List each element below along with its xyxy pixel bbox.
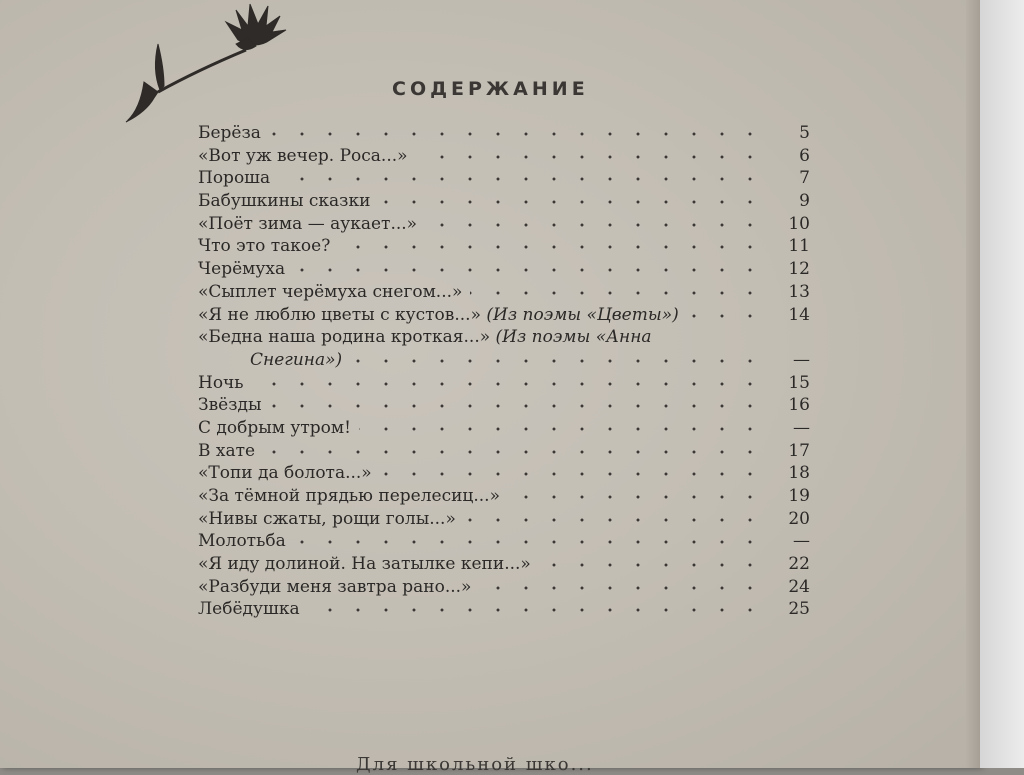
page-edge <box>966 0 980 768</box>
toc-page-number: 15 <box>788 372 810 393</box>
dot-leader <box>350 359 764 363</box>
toc-title <box>198 530 286 553</box>
dot-leader <box>359 427 764 431</box>
toc-page-number: — <box>793 349 810 370</box>
dot-leader <box>416 155 764 159</box>
toc-title-text: С добрым утром! <box>198 417 351 438</box>
toc-title-text: «Сыплет черёмуха снегом...» <box>198 281 463 302</box>
toc-row <box>198 417 810 440</box>
dot-leader <box>479 586 764 590</box>
toc-row <box>198 485 810 508</box>
toc-title-text: «Бедна наша родина кроткая...» <box>198 327 491 348</box>
dot-leader <box>293 268 764 272</box>
toc-title <box>198 485 500 508</box>
toc-title-text: «За тёмной прядью перелесиц...» <box>198 486 500 507</box>
toc-page-number: 22 <box>788 554 810 575</box>
toc-title-text: Лебёдушка <box>198 599 300 620</box>
toc-source-note-continued: Снегина») <box>250 349 343 370</box>
toc-row <box>198 462 810 485</box>
toc-title-text: Звёзды <box>198 395 262 416</box>
contents-heading: СОДЕРЖАНИЕ <box>392 78 589 100</box>
toc-title-text: «Вот уж вечер. Роса...» <box>198 145 408 166</box>
toc-page-number: 6 <box>799 145 810 166</box>
toc-title <box>198 167 270 190</box>
dot-leader <box>425 223 764 227</box>
toc-title <box>198 258 285 281</box>
toc-row <box>198 122 810 145</box>
dot-leader <box>338 245 764 249</box>
toc-row <box>198 281 810 304</box>
toc-page-number: 17 <box>788 440 810 461</box>
toc-title-text: Пороша <box>198 168 271 189</box>
dot-leader <box>263 450 764 454</box>
toc-source-note: (Из поэмы «Цветы») <box>486 304 679 325</box>
dot-leader <box>687 314 764 318</box>
toc-title-text: «Я не люблю цветы с кустов...» <box>198 304 481 325</box>
toc-page-number: 20 <box>788 508 810 529</box>
dot-leader <box>378 200 764 204</box>
dot-leader <box>308 608 764 612</box>
toc-row <box>198 167 810 190</box>
toc-title <box>198 326 652 349</box>
toc-page-number: 18 <box>788 463 810 484</box>
toc-title-text: Бабушкины сказки <box>198 191 371 212</box>
toc-page-number: 13 <box>788 281 810 302</box>
cut-off-footer-text: Для школьной шко... <box>356 754 594 775</box>
toc-title <box>198 553 531 576</box>
toc-page-number: — <box>793 417 810 438</box>
toc-title <box>198 235 330 258</box>
dot-leader <box>508 495 764 499</box>
toc-title-text: «Разбуди меня завтра рано...» <box>198 576 472 597</box>
dot-leader <box>270 404 764 408</box>
toc-title-text: Черёмуха <box>198 259 286 280</box>
toc-page-number: 9 <box>799 191 810 212</box>
toc-page-number: 11 <box>788 236 810 257</box>
table-of-contents <box>198 122 810 621</box>
toc-title <box>198 372 244 395</box>
toc-title <box>198 508 456 531</box>
toc-page-number: 14 <box>788 304 810 325</box>
dot-leader <box>252 382 764 386</box>
background-surface <box>980 0 1024 768</box>
toc-row <box>198 530 810 553</box>
toc-row <box>198 190 810 213</box>
toc-title <box>198 462 372 485</box>
toc-page-number: 19 <box>788 486 810 507</box>
toc-row <box>198 326 810 371</box>
toc-title-text: В хате <box>198 440 256 461</box>
toc-title-text: «Я иду долиной. На затылке кепи...» <box>198 554 531 575</box>
toc-page-number: 7 <box>799 168 810 189</box>
toc-page-number: 25 <box>788 599 810 620</box>
toc-row <box>198 394 810 417</box>
toc-row <box>198 304 810 327</box>
toc-page-number: — <box>793 531 810 552</box>
toc-title-text: Что это такое? <box>198 236 331 257</box>
toc-page-number: 16 <box>788 395 810 416</box>
cornflower-icon <box>118 0 288 128</box>
toc-page-number: 12 <box>788 259 810 280</box>
toc-row <box>198 258 810 281</box>
toc-row <box>198 440 810 463</box>
toc-row <box>198 508 810 531</box>
toc-row <box>198 553 810 576</box>
toc-page-number: 24 <box>788 576 810 597</box>
toc-title <box>198 190 370 213</box>
toc-title-text: Берёза <box>198 123 261 143</box>
toc-title <box>198 213 417 236</box>
toc-title-text: «Поёт зима — аукает...» <box>198 213 418 234</box>
toc-row <box>198 145 810 168</box>
toc-title-text: Молотьба <box>198 531 286 552</box>
toc-title <box>198 304 679 327</box>
toc-row <box>198 235 810 258</box>
toc-title <box>198 145 408 168</box>
toc-source-note: (Из поэмы «Анна <box>495 327 652 348</box>
toc-row <box>198 598 810 621</box>
dot-leader <box>539 563 764 567</box>
toc-title <box>198 598 300 621</box>
toc-title-text: Ночь <box>198 372 244 393</box>
toc-title <box>198 576 471 599</box>
toc-title <box>198 440 255 463</box>
toc-title <box>198 394 262 417</box>
dot-leader <box>294 540 764 544</box>
toc-row <box>198 372 810 395</box>
toc-page-number: 5 <box>799 123 810 143</box>
toc-row <box>198 213 810 236</box>
toc-title <box>198 122 261 145</box>
toc-title-text: «Топи да болота...» <box>198 463 372 484</box>
dot-leader <box>464 518 764 522</box>
toc-title <box>198 281 462 304</box>
dot-leader <box>278 177 764 181</box>
dot-leader <box>380 472 764 476</box>
toc-title <box>198 417 351 440</box>
dot-leader <box>470 291 764 295</box>
dot-leader <box>269 132 764 136</box>
toc-title-text: «Нивы сжаты, рощи голы...» <box>198 508 456 529</box>
toc-page-number: 10 <box>788 213 810 234</box>
toc-row <box>198 576 810 599</box>
